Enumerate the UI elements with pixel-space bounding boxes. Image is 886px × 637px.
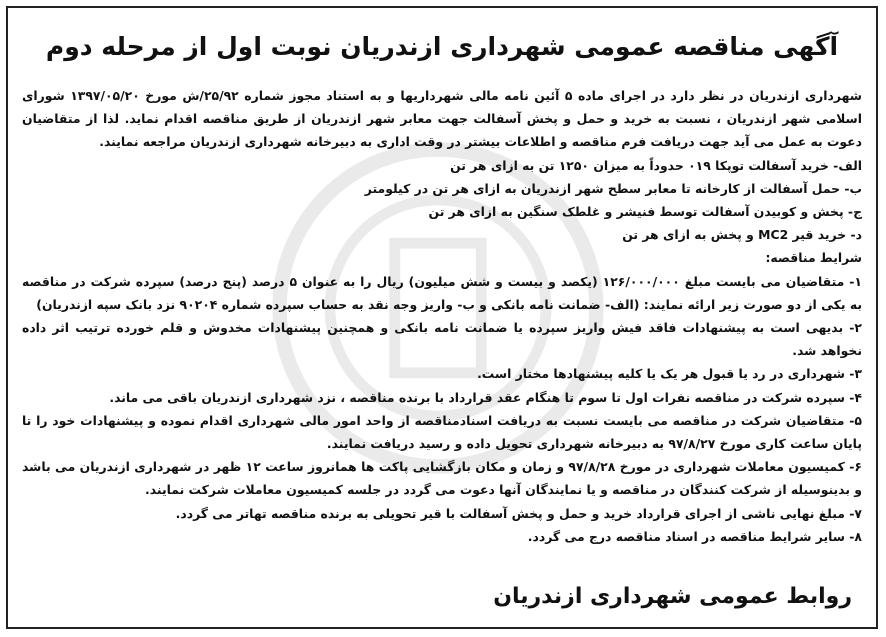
intro-paragraph: شهرداری ازندریان در نظر دارد در اجرای ماده ۵ آئین نامه مالی شهرداریها و به استناد مجوز شماره ۲۵/۹۲/ش مورخ ۱۳۹۷/۰۵/۲۰ شورای اسلامی شهر ازندریان ، نسبت به خرید و حمل و پخش آسفالت جهت معابر شهر ازندریان از طریق مناقصه اقدام نماید. لذا از متقاضیان دعوت به عمل می آید جهت دریافت فرم مناقصه و اطلاعات بیشتر در وقت اداری به دبیرخانه شهرداری ازندریان مراجعه نمایند. — [22, 88, 862, 150]
condition-7: ۷- مبلغ نهایی ناشی از اجرای قرارداد خرید و حمل و پخش آسفالت با قیر تحویلی به برنده مناقصه تهاتر می گردد. — [175, 505, 862, 521]
footer-signature: روابط عمومی شهرداری ازندریان — [493, 584, 852, 609]
condition-1: ۱- متقاضیان می بایست مبلغ ۱۲۶/۰۰۰/۰۰۰ (یکصد و بیست و شش میلیون) ریال را به عنوان ۵ درصد (پنج درصد) سپرده شرکت در مناقصه به یکی از دو صورت زیر ارائه نمایند: (الف- ضمانت نامه بانکی و ب- واریز وجه نقد به حساب سپرده شماره ۹۰۲۰۴ نزد بانک سپه ازندریان) — [22, 273, 862, 312]
condition-8: ۸- سایر شرایط مناقصه در اسناد مناقصه درج می گردد. — [527, 528, 862, 544]
condition-5: ۵- متقاضیان شرکت در مناقصه می بایست نسبت به دریافت اسنادمناقصه از واحد امور مالی شهرداری اقدام نموده و پیشنهادات خود را تا پایان ساعت کاری مورخ ۹۷/۸/۲۷ به دبیرخانه شهرداری تحویل داده و رسید دریافت نمایند. — [22, 412, 862, 452]
scope-item-b: ب- حمل آسفالت از کارخانه تا معابر سطح شهر ازندریان به ازای هر تن در کیلومتر — [364, 180, 862, 196]
notice-body — [22, 84, 862, 548]
conditions-heading: شرایط مناقصه: — [765, 250, 862, 266]
scope-item-a: الف- خرید آسفالت توپکا ۰۱۹ حدوداً به میزان ۱۲۵۰ تن به ازای هر تن — [450, 157, 862, 173]
condition-4: ۴- سپرده شرکت در مناقصه نفرات اول تا سوم تا هنگام عقد قرارداد با برنده مناقصه ، نزد شهرداری ازندریان باقی می ماند. — [109, 389, 862, 405]
scope-item-c: ج- پخش و کوبیدن آسفالت توسط فنیشر و غلطک سنگین به ازای هر تن — [428, 204, 862, 220]
scope-item-d: د- خرید قیر MC2 و پخش به ازای هر تن — [622, 227, 862, 243]
condition-3: ۳- شهرداری در رد یا قبول هر یک یا کلیه پیشنهادها مختار است. — [477, 366, 862, 382]
condition-6: ۶- کمیسیون معاملات شهرداری در مورخ ۹۷/۸/۲۸ و زمان و مکان بازگشایی پاکت ها همانروز ساعت ۱۲ ظهر در شهرداری ازندریان می باشد و بدینوسیله از شرکت کنندگان در مناقصه و یا نمایندگان آنها دعوت می گردد در جلسه کمیسیون معاملات شرکت نمایند. — [22, 459, 862, 498]
page-title: آگهی مناقصه عمومی شهرداری ازندریان نوبت اول از مرحله دوم — [45, 32, 839, 61]
notice-frame — [6, 6, 878, 629]
condition-2: ۲- بدیهی است به پیشنهادات فاقد فیش واریز سپرده یا ضمانت نامه بانکی و همچنین پیشنهادات مخدوش و قلم خورده ترتیب اثر داده نخواهد شد. — [22, 320, 862, 359]
